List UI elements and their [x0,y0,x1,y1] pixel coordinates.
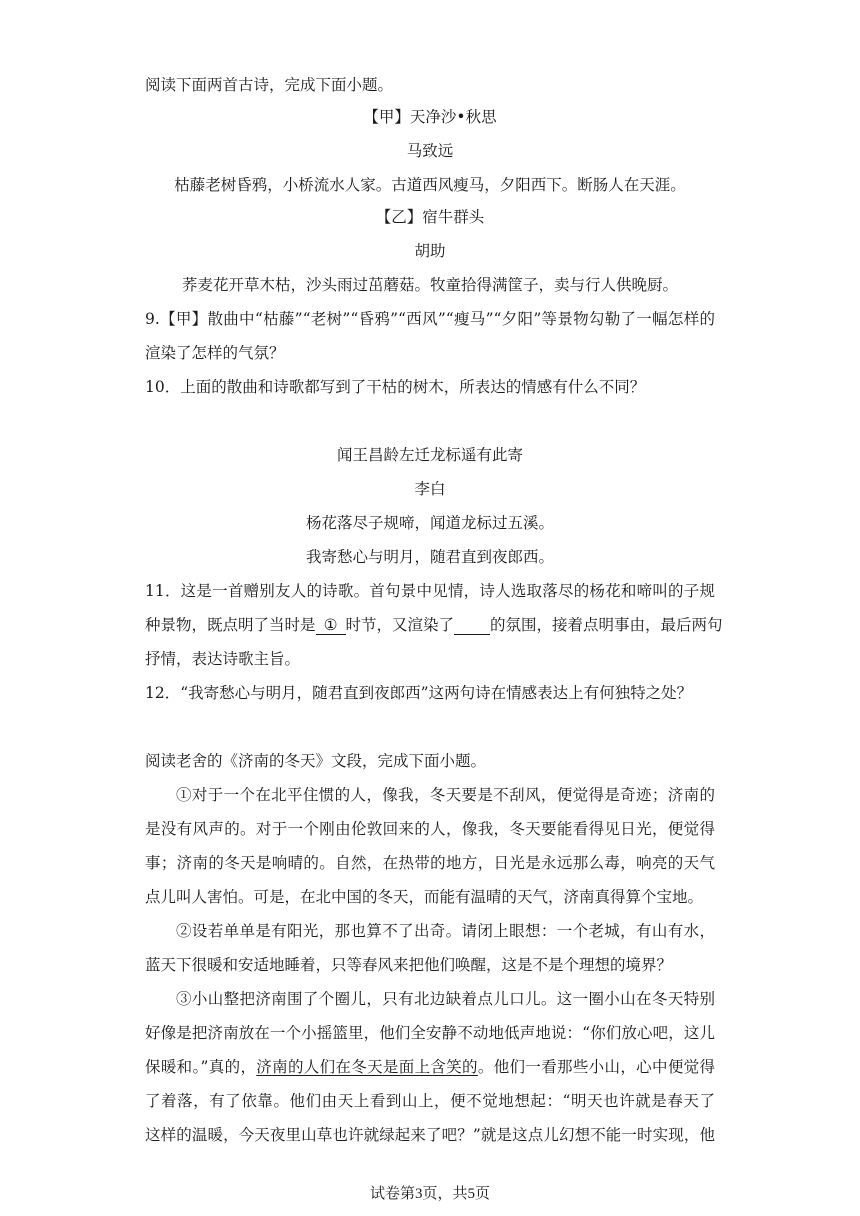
poem-b-text: 荞麦花开草木枯，沙头雨过茁蘑菇。牧童拾得满筐子，卖与行人供晚厨。 [181,276,678,294]
question-12: 12．“我寄愁心与明月，随君直到夜郎西”这两句诗在情感表达上有何独特之处？ [145,684,693,702]
paragraph-3-line: 这样的温暖，今天夜里山草也许就绿起来了吧？”就是这点儿幻想不能一时实现，他 [145,1126,715,1144]
paragraph-2-line: ②设若单单是有阳光，那也算不了出奇。请闭上眼想：一个老城，有山有水， [176,922,715,940]
question-9-line1: 9.【甲】散曲中“枯藤”“老树”“昏鸦”“西风”“瘦马”“夕阳”等景物勾勒了一幅怎样的 [145,310,715,328]
poem-b-author: 胡助 [414,242,446,260]
question-11-text-b: 时节，又渲染了 [345,616,455,634]
question-11-line1: 11．这是一首赠别友人的诗歌。首句景中见情，诗人选取落尽的杨花和啼叫的子规 [145,582,715,600]
poem-c-line2: 我寄愁心与明月，随君直到夜郎西。 [305,548,554,566]
question-11-line3: 抒情，表达诗歌主旨。 [145,650,301,668]
paragraph-3-text: 。他们一看那些小山，心中便觉得 [477,1058,715,1076]
poem-c-line1: 杨花落尽子规啼，闻道龙标过五溪。 [305,514,554,532]
question-11-text-a: 种景物，既点明了当时是 [145,616,316,634]
paragraph-3-text: 保暖和。”真的， [145,1058,257,1076]
poem-b-title: 【乙】宿牛群头 [375,208,485,226]
reading-instruction: 阅读下面两首古诗，完成下面小题。 [145,76,394,94]
answer-blank-2[interactable] [454,616,490,635]
paragraph-3-line: 好像是把济南放在一个小摇篮里，他们全安静不动地低声地说：“你们放心吧，这儿 [145,1024,715,1042]
poem-c-author: 李白 [414,480,446,498]
paragraph-2-line: 蓝天下很暖和安适地睡着，只等春风来把他们唤醒，这是不是个理想的境界？ [145,956,673,974]
paragraph-1-line: 点儿叫人害怕。可是，在北中国的冬天，而能有温晴的天气，济南真得算个宝地。 [145,888,704,906]
question-10: 10．上面的散曲和诗歌都写到了干枯的树木，所表达的情感有什么不同？ [145,378,646,396]
poem-a-title: 【甲】天净沙•秋思 [363,108,497,126]
underlined-sentence: 济南的人们在冬天是面上含笑的 [256,1058,478,1076]
paragraph-3-line [145,1056,715,1078]
question-9-line2: 渲染了怎样的气氛？ [145,344,285,362]
paragraph-1-line: 是没有风声的。对于一个刚由伦敦回来的人，像我，冬天要能看得见日光，便觉得 [145,820,715,838]
paragraph-1-line: ①对于一个在北平住惯的人，像我，冬天要是不刮风，便觉得是奇迹；济南的 [176,786,715,804]
page-footer: 试卷第3页，共5页 [369,1186,490,1202]
poem-a-text: 枯藤老树昏鸦，小桥流水人家。古道西风瘦马，夕阳西下。断肠人在天涯。 [174,176,686,194]
poem-c-title: 闻王昌龄左迁龙标遥有此寄 [336,446,523,464]
paragraph-3-line: ③小山整把济南围了个圈儿，只有北边缺着点儿口儿。这一圈小山在冬天特别 [176,990,715,1008]
question-11-text-c: 的氛围，接着点明事由，最后两句 [490,616,723,634]
question-11-line2 [145,614,723,636]
paragraph-3-line: 了着落，有了依靠。他们由天上看到山上，便不觉地想起：“明天也许就是春天了 [145,1092,715,1110]
poem-a-author: 马致远 [406,142,454,160]
reading-instruction-2: 阅读老舍的《济南的冬天》文段，完成下面小题。 [145,752,487,770]
answer-blank-1[interactable]: ① [316,616,346,635]
paragraph-1-line: 事；济南的冬天是响晴的。自然，在热带的地方，日光是永远那么毒，响亮的天气 [145,854,715,872]
